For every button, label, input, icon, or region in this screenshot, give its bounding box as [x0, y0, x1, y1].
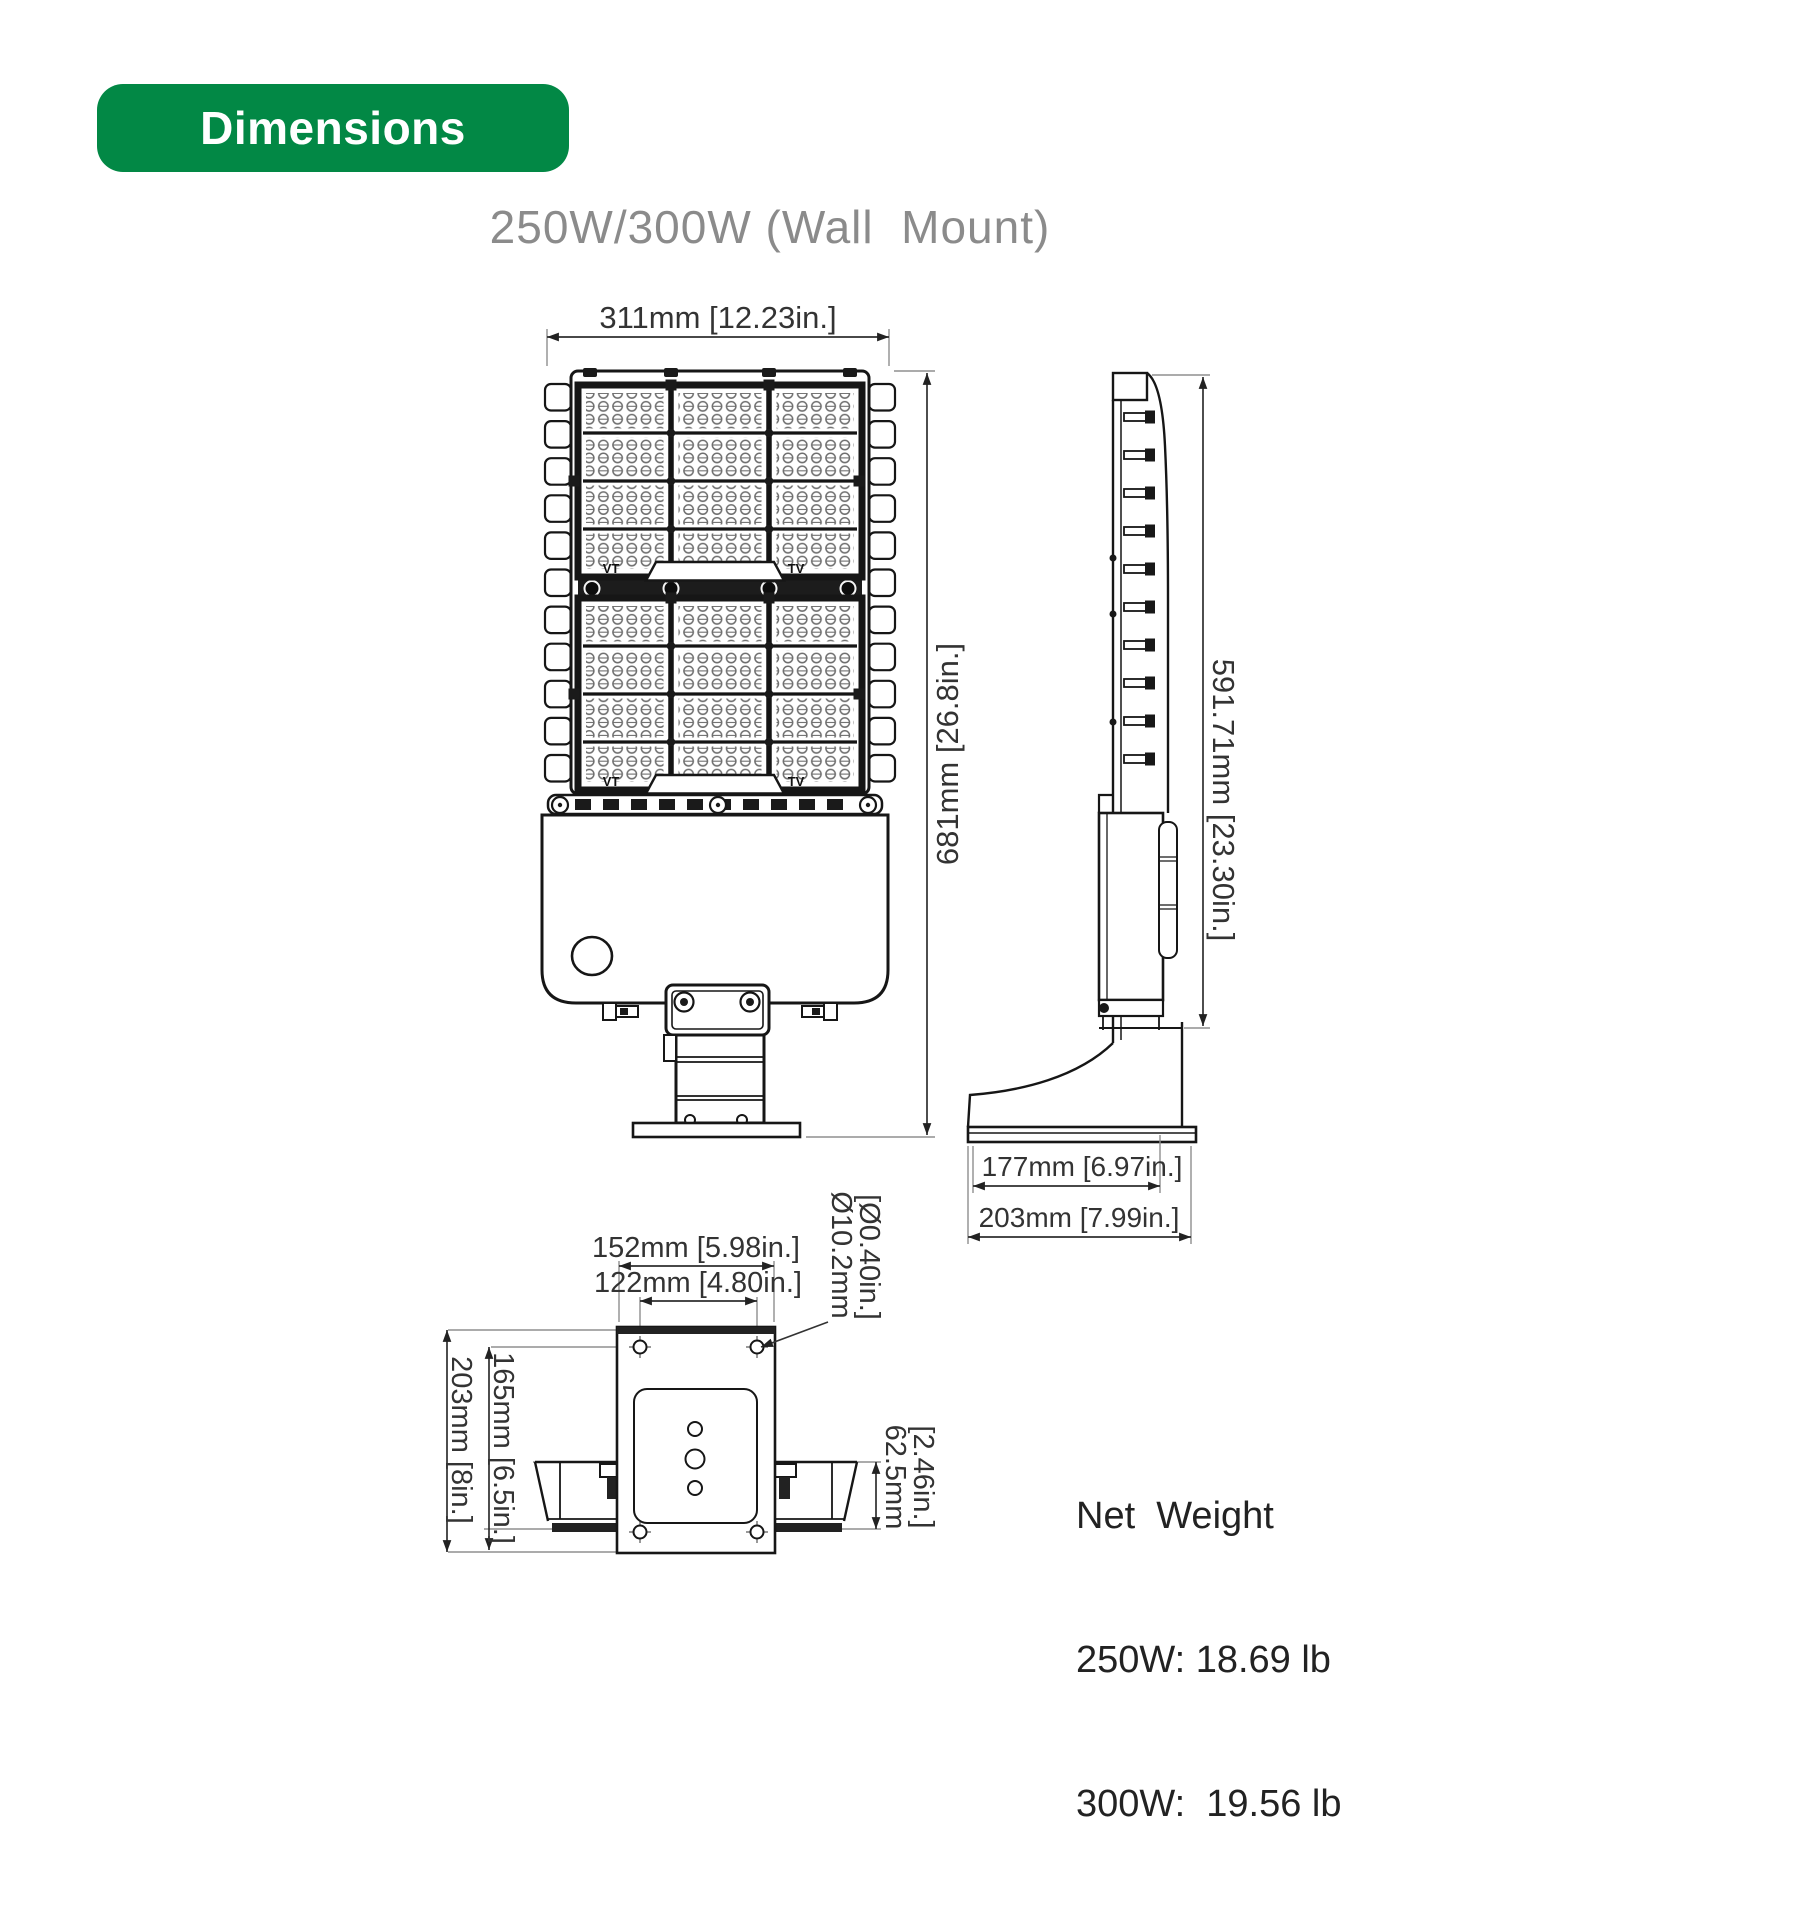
- drawing-title: 250W/300W (Wall Mount): [489, 201, 1051, 253]
- bottom-width-inner-dimension: 122mm [4.80in.]: [594, 1267, 802, 1299]
- net-weight-block: [1076, 1396, 1341, 1924]
- bottom-width-outer-dimension: 152mm [5.98in.]: [592, 1232, 800, 1264]
- module-logo-left: VT: [602, 561, 620, 576]
- side-view-drawing: [968, 373, 1241, 1244]
- bottom-height-outer-dimension: 203mm [8in.]: [445, 1356, 477, 1524]
- head-depth-dimension-in: [2.46in.]: [907, 1425, 939, 1529]
- bottom-view-drawing: [445, 1191, 939, 1553]
- side-fins: [1124, 411, 1155, 766]
- bottom-height-inner-dimension: 165mm [6.5in.]: [487, 1352, 519, 1544]
- dimensions-badge-label: Dimensions: [200, 102, 466, 154]
- front-height-dimension: 681mm [26.8in.]: [930, 642, 965, 866]
- front-view-drawing: [542, 300, 965, 1137]
- hole-diameter-dimension-in: [Ø0.40in.]: [853, 1194, 885, 1320]
- side-base-top-dimension: 177mm [6.97in.]: [981, 1151, 1183, 1182]
- head-depth-dimension-mm: 62.5mm: [879, 1424, 911, 1530]
- front-width-dimension: 311mm [12.23in.]: [599, 300, 837, 335]
- front-right-fins: [869, 384, 895, 782]
- photocell-receptacle: [572, 937, 612, 975]
- net-weight-heading: Net Weight: [1076, 1495, 1274, 1537]
- front-left-fins: [545, 384, 571, 782]
- side-height-dimension: 591.71mm [23.30in.]: [1206, 658, 1241, 942]
- side-base-bottom-dimension: 203mm [7.99in.]: [978, 1202, 1180, 1233]
- hole-diameter-dimension-mm: Ø10.2mm: [825, 1191, 857, 1319]
- net-weight-300w: 300W: 19.56 lb: [1076, 1783, 1342, 1825]
- net-weight-250w: 250W: 18.69 lb: [1076, 1639, 1331, 1681]
- led-module: [569, 380, 865, 583]
- module-logo-right: TV: [787, 561, 805, 576]
